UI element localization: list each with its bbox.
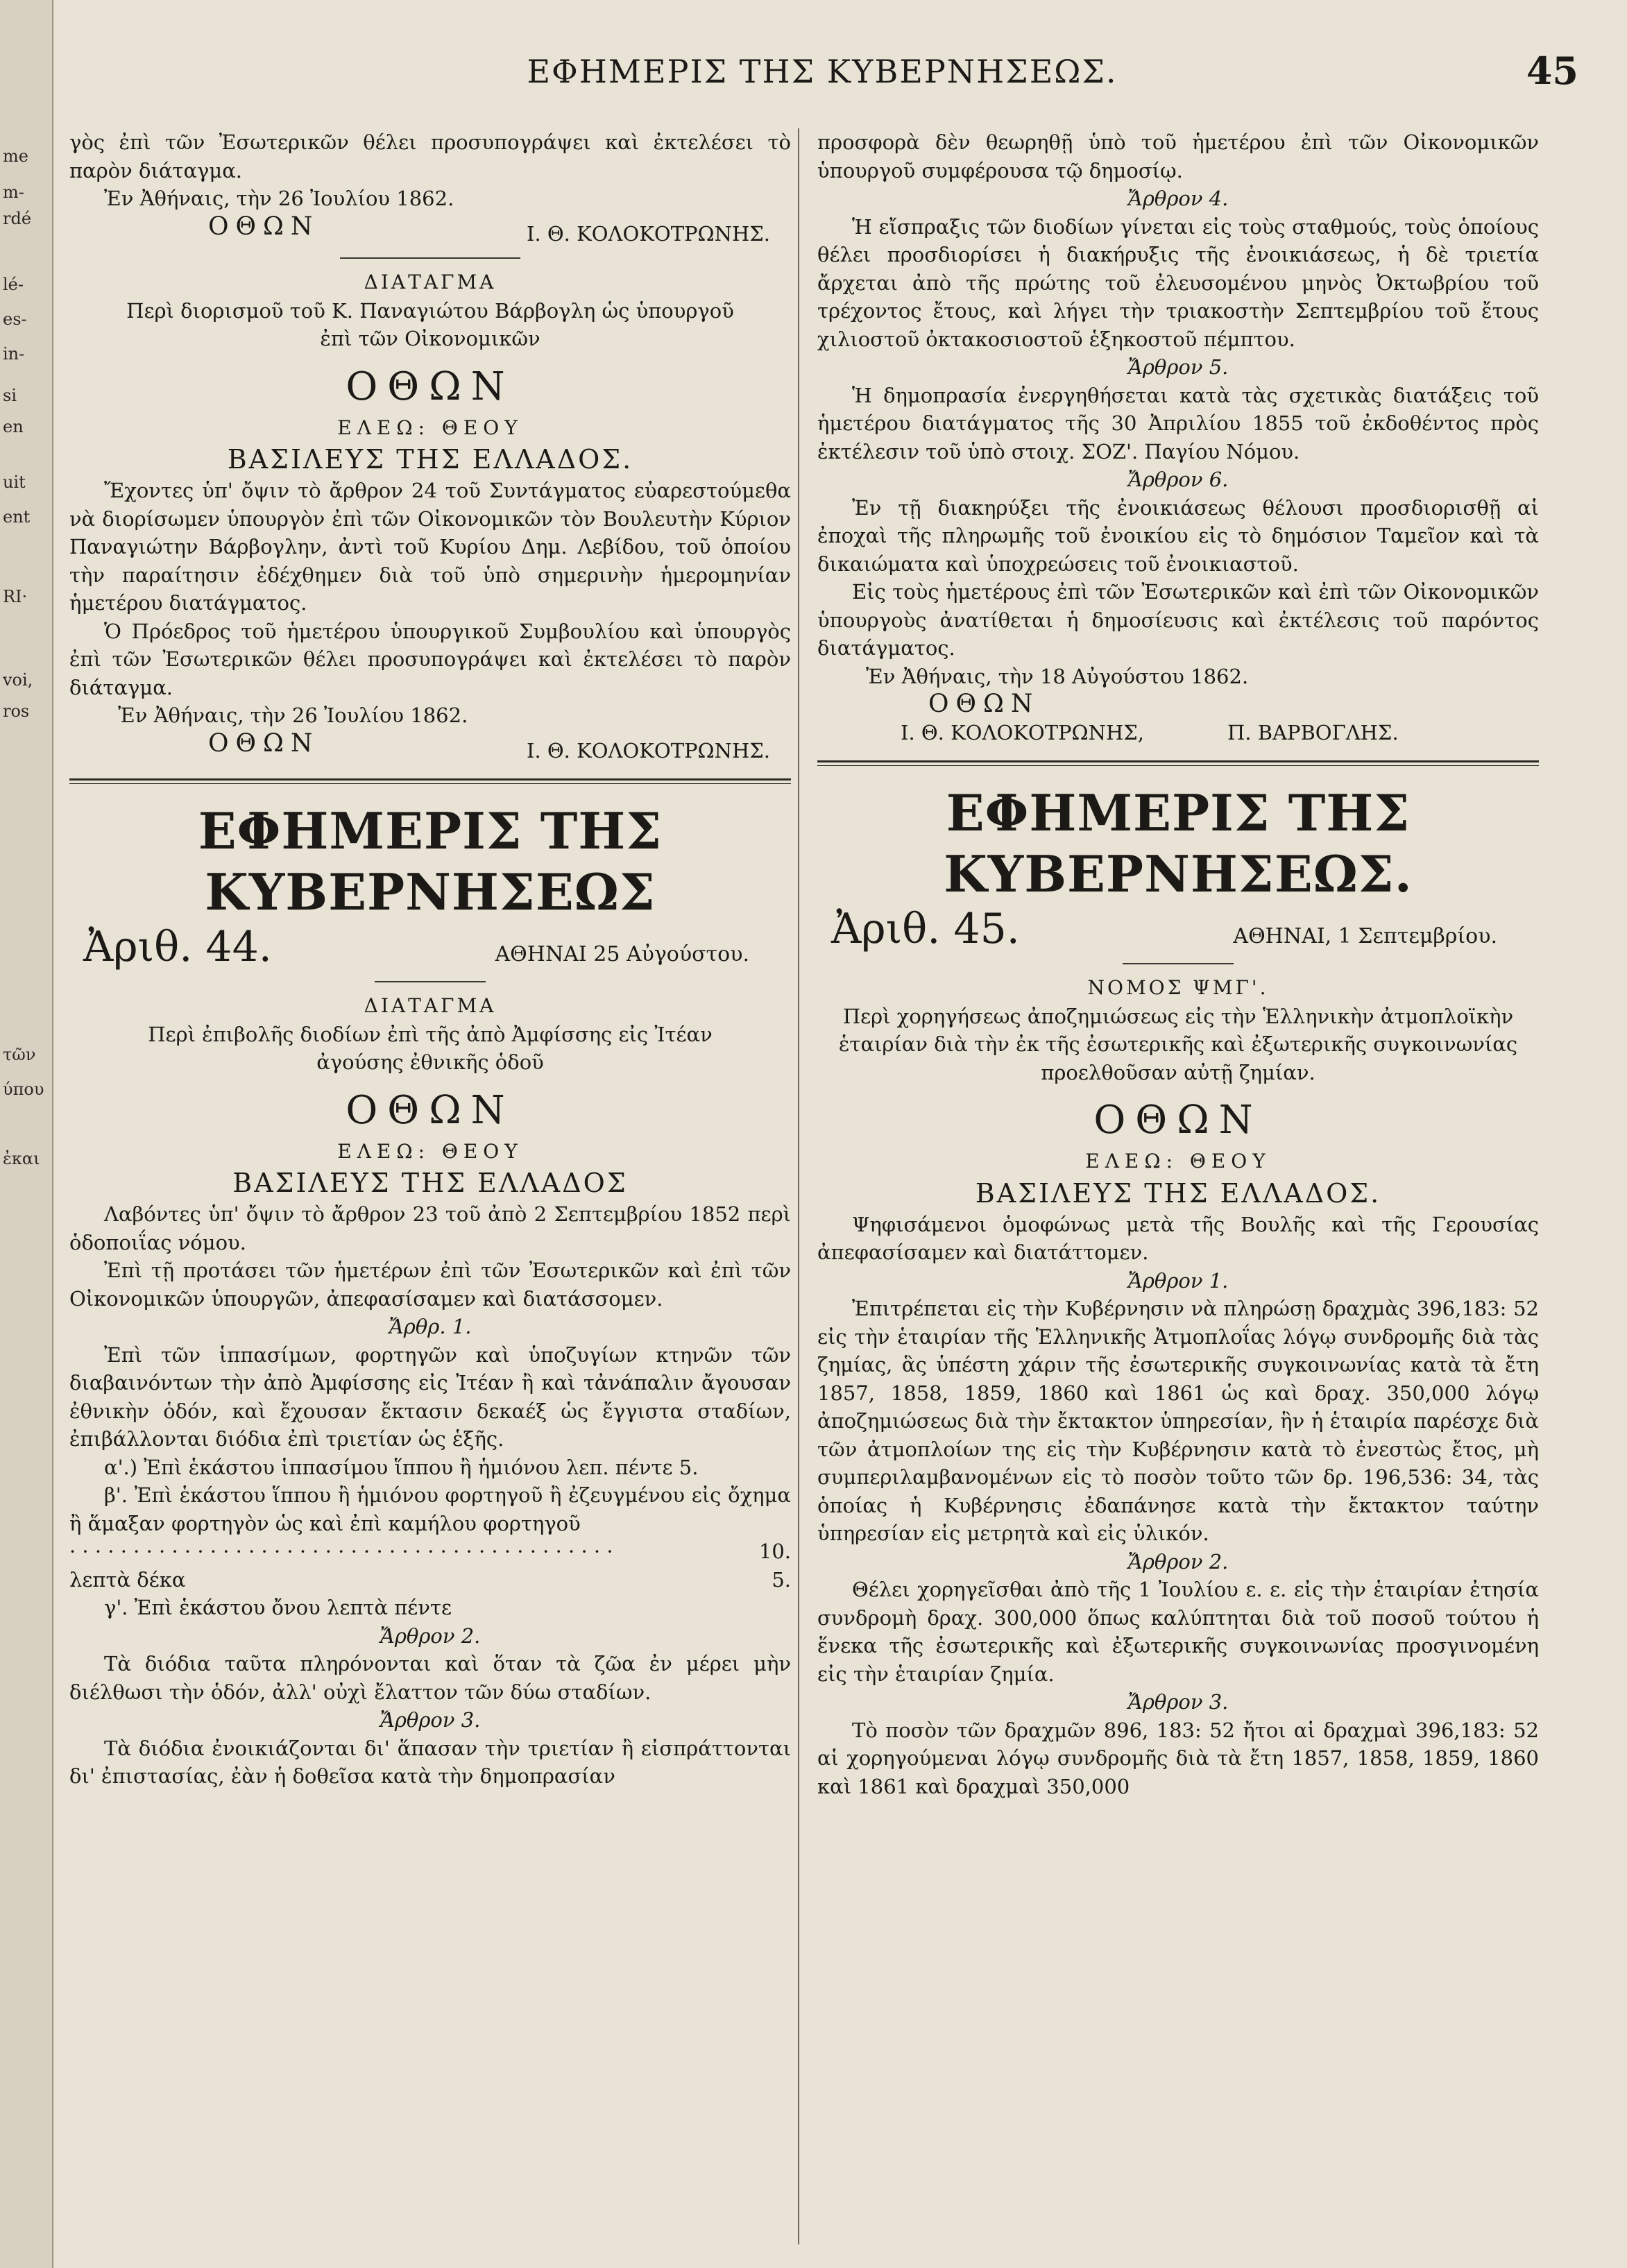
decree-paragraph: προσφορὰ δὲν θεωρηθῇ ὑπὸ τοῦ ἡμετέρου ἐπὶ τῶν Οἰκονομικῶν ὑπουργοῦ συμφέρουσα τῷ δημοσίῳ.	[817, 130, 1539, 182]
decree-paragraph: Τὰ διόδια ταῦτα πληρόνονται καὶ ὅταν τὰ ζῶα ἐν μέρει μὴν διέλθωσι τὴν ὁδόν, ἀλλ' οὐχὶ ἔλαττον τῶν δύω σταδίων.	[69, 1652, 791, 1704]
margin-fragment: si	[3, 386, 17, 405]
issue-number-row	[69, 923, 791, 971]
minister-signature: Ι. Θ. ΚΟΛΟΚΟΤΡΩΝΗΣ.	[527, 738, 770, 762]
king-signature: ΟΘΩΝ	[208, 728, 320, 758]
king-of-greece: ΒΑΣΙΛΕΥΣ ΤΗΣ ΕΛΛΑΔΟΣ	[232, 1168, 628, 1198]
law-paragraph: Ἐπιτρέπεται εἰς τὴν Κυβέρνησιν νὰ πληρώσῃ δραχμὰς 396,183: 52 εἰς τὴν ἑταιρίαν τῆς Ἑλληνικῆς Ἀτμοπλοΐας λόγῳ συνδρομῆς διὰ τὰς ζημίας, ἃς ὑπέστη χάριν τῆς ἐσωτερικῆς συγκοινωνίας κατὰ τὰ ἔτη 1857, 1858, 1859, 1860 καὶ 1861 ὡς καὶ δραχ. 350,000 λόγῳ ἀποζημιώσεως διὰ τὴν ἔκτακτον ὑπηρεσίαν, ἣν ἡ ἑταιρία παρέσχε διὰ τῶν ἀτμοπλοίων της εἰς τὴν Κυβέρνησιν κατὰ τὸ ἐνεστὼς ἔτος, μὴ συμπεριλαμβανομένων εἰς τὸ ποσὸν τοῦτο τῶν δρ. 196,536: 34, τὰς ὁποίας ἡ Κυβέρνησις ἐδαπάνησε κατὰ τὴν ἔκτακτον ταύτην ὑπηρεσίαν εἰς μετρητὰ καὶ εἰς ὑλικόν.	[817, 1297, 1539, 1545]
toll-value: 10.	[758, 1540, 791, 1563]
law-paragraph: Θέλει χορηγεῖσθαι ἀπὸ τῆς 1 Ἰουλίου ε. ε. εἰς τὴν ἑταιρίαν ἐτησία συνδρομὴ δραχ. 300,000 ὅπως καλύπτηται διὰ τοῦ ποσοῦ τούτου ἡ ἕνεκα τῆς ἐσωτερικῆς καὶ ἐξωτερικῆς συγκοινωνίας προσγινομένη εἰς τὴν ἑταιρίαν ζημία.	[817, 1578, 1539, 1686]
toll-item-value-row	[69, 1566, 791, 1594]
right-column	[817, 128, 1539, 2244]
margin-fragment: en	[3, 417, 24, 436]
king-name: ΟΘΩΝ	[346, 364, 515, 409]
section-rule	[1123, 963, 1234, 964]
toll-item-value-row	[69, 1537, 791, 1566]
margin-fragment: τῶν	[3, 1045, 36, 1064]
issue-title: ΕΦΗΜΕΡΙΣ ΤΗΣ ΚΥΒΕΡΝΗΣΕΩΣ	[198, 801, 663, 921]
decree-subject: Περὶ διορισμοῦ τοῦ Κ. Παναγιώτου Βάρβογλη ὡς ὑπουργοῦ ἐπὶ τῶν Οἰκονομικῶν	[126, 298, 734, 350]
king-name: ΟΘΩΝ	[346, 1087, 515, 1133]
left-column	[69, 128, 791, 2244]
decree-heading: ΔΙΑΤΑΓΜΑ	[364, 994, 497, 1017]
decree-paragraph: Ἐν τῇ διακηρύξει τῆς ἐνοικιάσεως θέλουσι προσδιορισθῇ αἱ ἐποχαὶ τῆς πληρωμῆς τοῦ ἐνοικίου εἰς τὸ δημόσιον Ταμεῖον καὶ τὰ δικαιώματα καὶ ὑποχρεώσεις τοῦ ἐνοικιαστοῦ.	[817, 495, 1539, 576]
decree-paragraph: Ἡ δημοπρασία ἐνεργηθήσεται κατὰ τὰς σχετικὰς διατάξεις τοῦ ἡμετέρου διατάγματος τῆς 30 Ἀπριλίου 1855 τοῦ ἐκδοθέντος πρὸς ἐκτέλεσιν τοῦ ὑπὸ στοιχ. ΣΟΖ'. Παγίου Νόμου.	[817, 383, 1539, 463]
margin-fragment: lé-	[3, 275, 24, 294]
decree-paragraph: Εἰς τοὺς ἡμετέρους ἐπὶ τῶν Ἐσωτερικῶν καὶ ἐπὶ τῶν Οἰκονομικῶν ὑπουργοὺς ἀνατίθεται ἡ δημοσίευσις καὶ ἐκτέλεσις τοῦ παρόντος διατάγματος.	[817, 580, 1539, 660]
section-rule	[375, 981, 486, 982]
article-heading: Ἄρθρ. 1.	[389, 1315, 472, 1338]
issue-date: ΑΘΗΝΑΙ, 1 Σεπτεμβρίου.	[1233, 923, 1497, 948]
toll-item: α'.) Ἐπὶ ἑκάστου ἱππασίμου ἵππου ἢ ἡμιόνου λεπ. πέντε 5.	[104, 1455, 699, 1479]
margin-fragment: ros	[3, 701, 30, 721]
law-paragraph: Τὸ ποσὸν τῶν δραχμῶν 896, 183: 52 ἤτοι αἱ δραχμαὶ 396,183: 52 αἱ χορηγούμεναι λόγῳ συνδρομῆς διὰ τὰ ἔτη 1857, 1858, 1859, 1860 καὶ 1861 καὶ δραχμαὶ 350,000	[817, 1718, 1539, 1798]
toll-item: γ'. Ἐπὶ ἑκάστου ὄνου λεπτὰ πέντε	[104, 1596, 452, 1619]
section-rule	[340, 257, 520, 259]
article-heading: Ἄρθρον 5.	[1127, 355, 1229, 379]
decree-heading: ΔΙΑΤΑΓΜΑ	[364, 271, 497, 293]
issue-number: Ἀριθ. 44.	[83, 923, 272, 971]
article-heading: Ἄρθρον 1.	[1127, 1268, 1229, 1293]
decree-paragraph: Λαβόντες ὑπ' ὄψιν τὸ ἄρθρον 23 τοῦ ἀπὸ 2 Σεπτεμβρίου 1852 περὶ ὁδοποιΐας νόμου.	[69, 1202, 791, 1254]
king-of-greece: ΒΑΣΙΛΕΥΣ ΤΗΣ ΕΛΛΑΔΟΣ.	[975, 1177, 1381, 1209]
decree-paragraph: Ἐπὶ τῶν ἱππασίμων, φορτηγῶν καὶ ὑποζυγίων κτηνῶν τῶν διαβαινόντων τὴν ἀπὸ Ἀμφίσσης εἰς Ἰτέαν ἢ καὶ τἀνάπαλιν ἄγουσαν ἐθνικὴν ὁδόν, καὶ ἔχουσαν ἔκτασιν δεκαέξ ὡς ἔγγιστα σταδίων, ἐπιβάλλονται διόδια ἐπὶ τριετίαν ὡς ἑξῆς.	[69, 1342, 791, 1451]
decree-paragraph: Ἡ εἴσπραξις τῶν διοδίων γίνεται εἰς τοὺς σταθμούς, τοὺς ὁποίους θέλει προσδιορίσει ἡ διακήρυξις τῆς ἐνοικιάσεως, ἡ δὲ τριετία ἄρχεται ἀπὸ τῆς πρώτης τοῦ ἐλευσομένου μηνὸς Ὀκτωβρίου τοῦ τρέχοντος ἔτους, καὶ λήγει τὴν τριακοστὴν Σεπτεμβρίου τοῦ ἔτους χιλιοστοῦ ὀκτακοσιοστοῦ ἑξηκοστοῦ πέμπτου.	[817, 214, 1539, 351]
king-signature: ΟΘΩΝ	[928, 690, 1040, 718]
issue-separator	[817, 760, 1539, 766]
toll-value: 5.	[772, 1567, 791, 1592]
margin-fragment: me	[3, 146, 28, 166]
by-grace-of-god: ΕΛΕΩ: ΘΕΟΥ	[337, 1139, 523, 1163]
decree-signatures	[69, 213, 791, 248]
margin-fragment: ύπου	[3, 1080, 44, 1099]
article-heading: Ἄρθρον 3.	[1127, 1690, 1229, 1714]
page-header	[66, 49, 1578, 104]
decree-date: Ἐν Ἀθήναις, τὴν 18 Αὐγούστου 1862.	[866, 664, 1249, 688]
decree-date: Ἐν Ἀθήναις, τὴν 26 Ἰουλίου 1862.	[104, 187, 454, 210]
minister-signature: Ι. Θ. ΚΟΛΟΚΟΤΡΩΝΗΣ.	[527, 221, 770, 246]
by-grace-of-god: ΕΛΕΩ: ΘΕΟΥ	[337, 416, 523, 439]
issue-number: Ἀριθ. 45.	[831, 905, 1020, 953]
margin-fragment: in-	[3, 344, 25, 364]
law-subject: Περὶ χορηγήσεως ἀποζημιώσεως εἰς τὴν Ἑλληνικὴν ἀτμοπλοϊκὴν ἑταιρίαν διὰ τὴν ἐκ τῆς ἐσωτερικῆς καὶ ἐξωτερικῆς συγκοινωνίας προελθοῦσαν αὐτῇ ζημίαν.	[838, 1004, 1518, 1084]
running-title: ΕΦΗΜΕΡΙΣ ΤΗΣ ΚΥΒΕΡΝΗΣΕΩΣ.	[527, 53, 1118, 90]
margin-fragment: uit	[3, 472, 26, 492]
king-signature: ΟΘΩΝ	[208, 212, 320, 241]
decree-paragraph: Ὁ Πρόεδρος τοῦ ἡμετέρου ὑπουργικοῦ Συμβουλίου καὶ ὑπουργὸς ἐπὶ τῶν Ἐσωτερικῶν θέλει προσυπογράψει καὶ ἐκτελέσει τὸ παρὸν διάταγμα.	[69, 619, 791, 699]
toll-dot-leader: · · · · · · · · · · · · · · · · · · · · · · · · · · · · · · · · · · · · · · · · · · ·	[69, 1540, 613, 1563]
decree-paragraph: Ἐπὶ τῇ προτάσει τῶν ἡμετέρων ἐπὶ τῶν Ἐσωτερικῶν καὶ ἐπὶ τῶν Οἰκονομικῶν ὑπουργῶν, ἀπεφασίσαμεν καὶ διατάσσομεν.	[69, 1259, 791, 1311]
article-heading: Ἄρθρον 3.	[380, 1708, 481, 1732]
adjacent-page-margin	[0, 0, 53, 2268]
issue-title: ΕΦΗΜΕΡΙΣ ΤΗΣ ΚΥΒΕΡΝΗΣΕΩΣ.	[944, 783, 1413, 903]
decree-tail-text: γὸς ἐπὶ τῶν Ἐσωτερικῶν θέλει προσυπογράψει καὶ ἐκτελέσει τὸ παρὸν διάταγμα.	[69, 130, 791, 182]
decree-subject: Περὶ ἐπιβολῆς διοδίων ἐπὶ τῆς ἀπὸ Ἀμφίσσης εἰς Ἰτέαν ἀγούσης ἐθνικῆς ὁδοῦ	[148, 1022, 713, 1074]
decree-date: Ἐν Ἀθήναις, τὴν 26 Ἰουλίου 1862.	[118, 704, 468, 727]
column-divider	[798, 128, 799, 2244]
decree-paragraph: Ἔχοντες ὑπ' ὄψιν τὸ ἄρθρον 24 τοῦ Συντάγματος εὐαρεστούμεθα νὰ διορίσωμεν ὑπουργὸν ἐπὶ τῶν Οἰκονομικῶν τὸν Βουλευτὴν Κύριον Παναγιώτην Βάρβογλην, ἀντὶ τοῦ Κυρίου Δημ. Λεβίδου, τοῦ ὁποίου τὴν παραίτησιν ἐδέχθημεν διὰ τοῦ ὑπὸ σημερινὴν ἡμερομηνίαν ἡμετέρου διατάγματος.	[69, 479, 791, 615]
margin-fragment: voi,	[3, 670, 33, 690]
article-heading: Ἄρθρον 2.	[380, 1623, 481, 1648]
issue-date: ΑΘΗΝΑΙ 25 Αὐγούστου.	[495, 941, 749, 966]
law-heading: ΝΟΜΟΣ ΨΜΓ'.	[1087, 976, 1269, 999]
decree-paragraph: Τὰ διόδια ἐνοικιάζονται δι' ἅπασαν τὴν τριετίαν ἢ εἰσπράττονται δι' ἐπιστασίας, ἐὰν ἡ δοθεῖσα κατὰ τὴν δημοπρασίαν	[69, 1736, 791, 1788]
margin-fragment: ent	[3, 507, 31, 527]
minister-signatures	[817, 719, 1539, 747]
decree-signatures	[69, 730, 791, 765]
issue-number-row	[817, 905, 1539, 953]
article-heading: Ἄρθρον 6.	[1127, 468, 1229, 491]
article-heading: Ἄρθρον 2.	[1127, 1549, 1229, 1574]
issue-separator	[69, 778, 791, 784]
margin-fragment: ἐκαι	[3, 1149, 40, 1168]
margin-fragment: rdé	[3, 209, 32, 228]
law-paragraph: Ψηφισάμενοι ὁμοφώνως μετὰ τῆς Βουλῆς καὶ τῆς Γερουσίας ἀπεφασίσαμεν καὶ διατάττομεν.	[817, 1212, 1539, 1264]
minister-signature: Ι. Θ. ΚΟΛΟΚΟΤΡΩΝΗΣ,	[901, 720, 1144, 744]
toll-label: λεπτὰ δέκα	[69, 1567, 186, 1592]
minister-signature: Π. ΒΑΡΒΟΓΛΗΣ.	[1227, 720, 1399, 744]
by-grace-of-god: ΕΛΕΩ: ΘΕΟΥ	[1085, 1150, 1271, 1173]
page-number: 45	[1526, 49, 1578, 93]
margin-fragment: RI·	[3, 587, 28, 606]
king-of-greece: ΒΑΣΙΛΕΥΣ ΤΗΣ ΕΛΛΑΔΟΣ.	[227, 444, 633, 475]
margin-fragment: m-	[3, 182, 24, 202]
article-heading: Ἄρθρον 4.	[1127, 187, 1229, 210]
toll-item: β'. Ἐπὶ ἑκάστου ἵππου ἢ ἡμιόνου φορτηγοῦ ἢ ἐζευγμένου εἰς ὄχημα ἢ ἅμαξαν φορτηγὸν ὡς καὶ ἐπὶ καμήλου φορτηγοῦ	[69, 1483, 791, 1535]
king-name: ΟΘΩΝ	[1093, 1098, 1263, 1143]
margin-fragment: es-	[3, 309, 27, 329]
